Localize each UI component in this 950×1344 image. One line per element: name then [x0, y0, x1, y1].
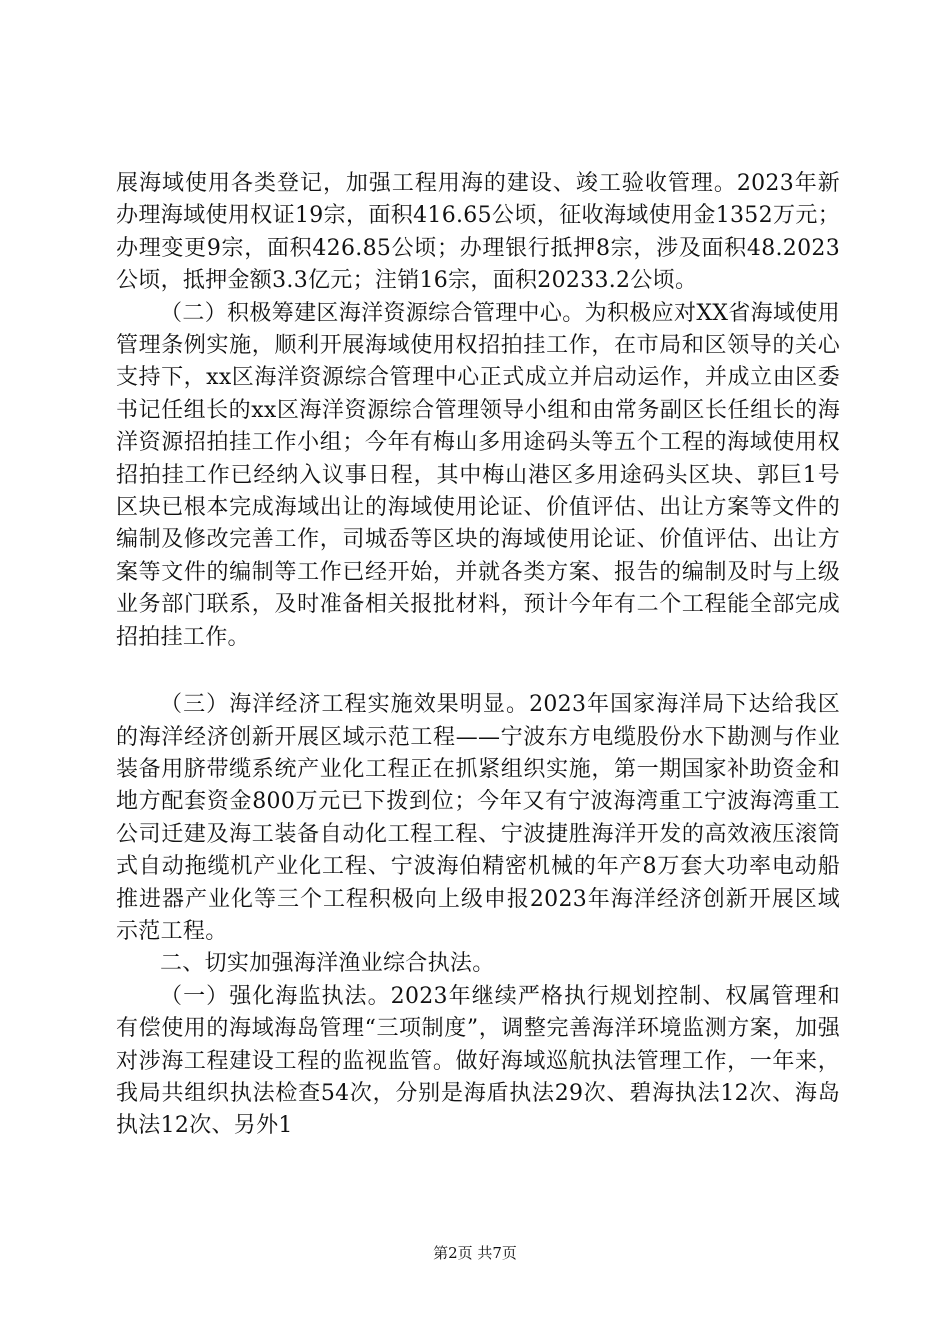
paragraph-economic-project: （三）海洋经济工程实施效果明显。2023年国家海洋局下达给我区的海洋经济创新开展区域示范工程——宁波东方电缆股份水下勘测与作业装备用脐带缆系统产业化工程正在抓紧组织实施，第一期国家补助资金和地方配套资金800万元已下拨到位；今年又有宁波海湾重工宁波海湾重工公司迁建及海工装备自动化工程工程、宁波捷胜海洋开发的高效液压滚筒式自动拖缆机产业化工程、宁波海伯精密机械的年产8万套大功率电动船推进器产业化等三个工程积极向上级申报2023年海洋经济创新开展区域示范工程。: [116, 692, 840, 944]
page-number-footer: 第2页 共7页: [433, 1244, 517, 1262]
paragraph-marine-surveillance: （一）强化海监执法。2023年继续严格执行规划控制、权属管理和有偿使用的海域海岛管理“三项制度”，调整完善海洋环境监测方案，加强对涉海工程建设工程的监视监管。做好海域巡航执法管理工作，一年来，我局共组织执法检查54次，分别是海盾执法29次、碧海执法12次、海岛执法12次、另外1: [116, 983, 840, 1139]
paragraph-resource-center: （二）积极筹建区海洋资源综合管理中心。为积极应对XX省海域使用管理条例实施，顺利开展海域使用权招拍挂工作，在市局和区领导的关心支持下，xx区海洋资源综合管理中心正式成立并启动运作，并成立由区委书记任组长的xx区海洋资源综合管理领导小组和由常务副区长任组长的海洋资源招拍挂工作小组；今年有梅山多用途码头等五个工程的海域使用权招拍挂工作已经纳入议事日程，其中梅山港区多用途码头区块、郭巨1号区块已根本完成海域出让的海域使用论证、价值评估、出让方案等文件的编制及修改完善工作，司城岙等区块的海域使用论证、价值评估、出让方案等文件的编制等工作已经开始，并就各类方案、报告的编制及时与上级业务部门联系，及时准备相关报批材料，预计今年有二个工程能全部完成招拍挂工作。: [116, 300, 840, 650]
document-body: [116, 168, 840, 1143]
section-heading-enforcement: 二、切实加强海洋渔业综合执法。: [160, 951, 495, 977]
paragraph-registration: 展海域使用各类登记，加强工程用海的建设、竣工验收管理。2023年新办理海域使用权证19宗，面积416.65公顷，征收海域使用金1352万元；办理变更9宗，面积426.85公顷；办理银行抵押8宗，涉及面积48.2023公顷，抵押金额3.3亿元；注销16宗，面积20233.2公顷。: [116, 171, 840, 294]
